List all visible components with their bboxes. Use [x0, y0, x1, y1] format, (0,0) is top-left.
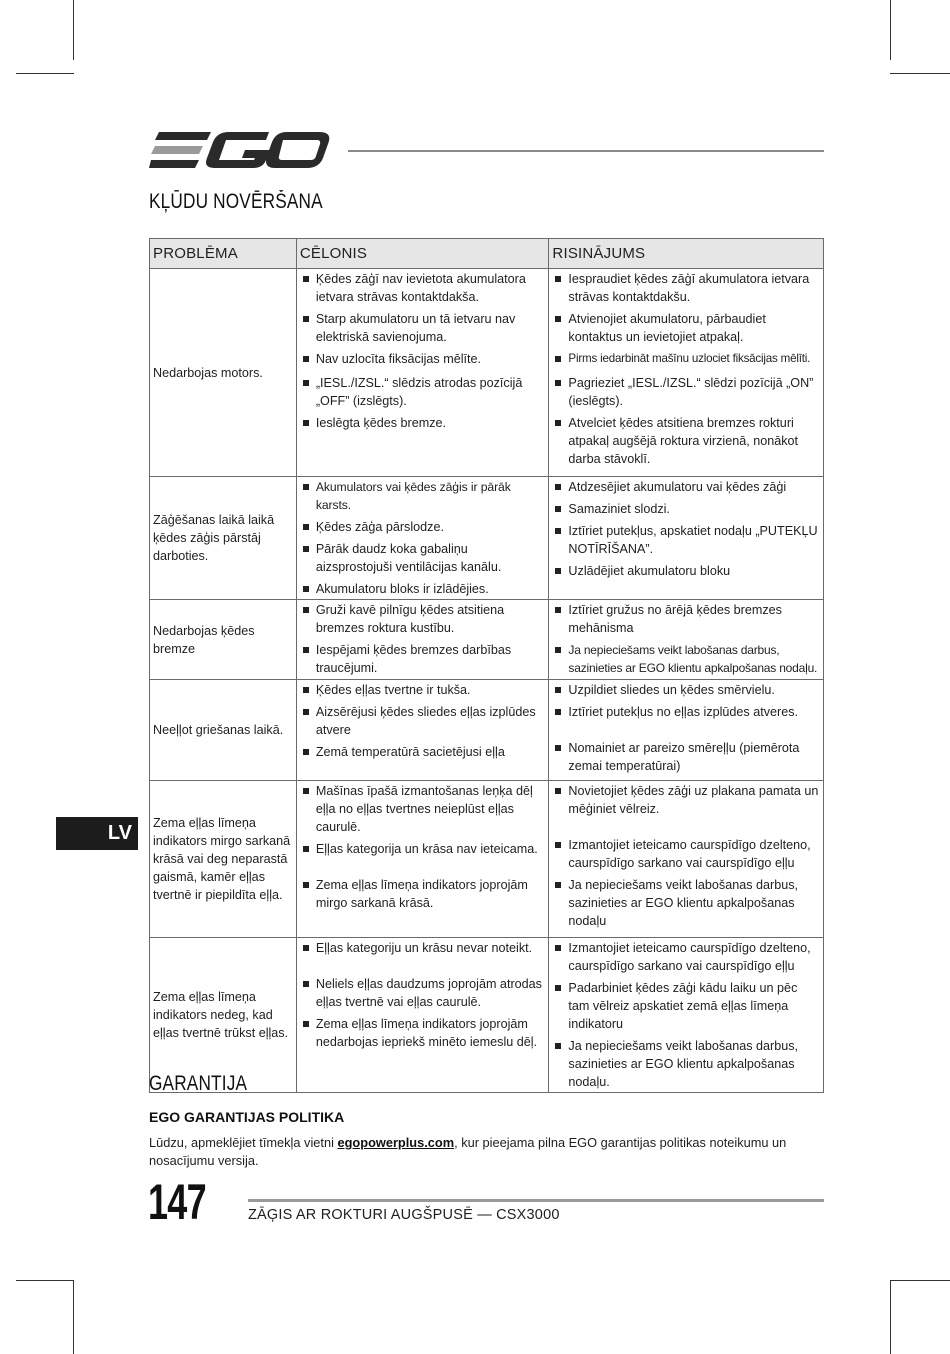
warranty-paragraph — [149, 1134, 829, 1170]
solution-item: Atvelciet ķēdes atsitiena bremzes rokturi atpakaļ augšējā roktura virzienā, nonākot darba stāvoklī. — [552, 414, 820, 468]
header-rule — [348, 150, 824, 152]
problem-cell: Neeļļot griešanas laikā. — [150, 680, 297, 781]
cause-item: Zemā temperatūrā sacietējusi eļļa — [300, 743, 546, 761]
cause-cell — [296, 477, 549, 600]
crop-mark — [890, 73, 950, 74]
crop-mark — [890, 1280, 891, 1354]
cause-item: Mašīnas īpašā izmantošanas leņķa dēļ eļļa no eļļas tvertnes neieplūst eļļas caurulē. — [300, 782, 546, 836]
crop-mark — [73, 0, 74, 60]
cause-item: Nav uzlocīta fiksācijas mēlīte. — [300, 350, 546, 368]
cause-item: Gruži kavē pilnīgu ķēdes atsitiena bremzes roktura kustību. — [300, 601, 546, 637]
warranty-subtitle: EGO GARANTIJAS POLITIKA — [149, 1109, 345, 1125]
problem-cell: Zāģēšanas laikā laikā ķēdes zāģis pārstāj darboties. — [150, 477, 297, 600]
solution-item: Atdzesējiet akumulatoru vai ķēdes zāģi — [552, 478, 820, 496]
column-header-solution: RISINĀJUMS — [549, 239, 824, 269]
table-row — [150, 600, 824, 680]
solution-cell — [549, 680, 824, 781]
cause-item: Zema eļļas līmeņa indikators joprojām mirgo sarkanā krāsā. — [300, 876, 546, 912]
solution-item: Iztīriet putekļus no eļļas izplūdes atveres. — [552, 703, 820, 721]
cause-item: Ieslēgta ķēdes bremze. — [300, 414, 546, 432]
solution-cell — [549, 781, 824, 938]
cause-cell — [296, 781, 549, 938]
table-row — [150, 269, 824, 477]
problem-cell: Zema eļļas līmeņa indikators mirgo sarkanā krāsā vai deg neparastā gaismā, kamēr eļļas tvertnē ir piepildīta eļļa. — [150, 781, 297, 938]
cause-item: Zema eļļas līmeņa indikators joprojām nedarbojas iepriekš minēto iemeslu dēļ. — [300, 1015, 546, 1051]
problem-cell: Nedarbojas ķēdes bremze — [150, 600, 297, 680]
solution-item: Iztīriet gružus no ārējā ķēdes bremzes mehānisma — [552, 601, 820, 637]
solution-cell — [549, 938, 824, 1093]
solution-cell — [549, 600, 824, 680]
footer-rule — [248, 1199, 824, 1202]
solution-item: Pagrieziet „IESL./IZSL.“ slēdzi pozīcijā „ON” (ieslēgts). — [552, 374, 820, 410]
solution-item: Atvienojiet akumulatoru, pārbaudiet kontaktus un ievietojiet atpakaļ. — [552, 310, 820, 346]
solution-cell — [549, 477, 824, 600]
cause-item: Akumulators vai ķēdes zāģis ir pārāk karsts. — [300, 478, 546, 514]
column-header-problem: PROBLĒMA — [150, 239, 297, 269]
troubleshooting-table — [149, 238, 824, 1093]
solution-item: Uzlādējiet akumulatoru bloku — [552, 562, 820, 580]
solution-item: Padarbiniet ķēdes zāģi kādu laiku un pēc tam vēlreiz apskatiet zemā eļļas līmeņa indikatoru — [552, 979, 820, 1033]
solution-item: Pirms iedarbināt mašīnu uzlociet fiksācijas mēlīti. — [552, 350, 820, 368]
cause-item: Eļļas kategorija un krāsa nav ieteicama. — [300, 840, 546, 858]
solution-item: Iztīriet putekļus, apskatiet nodaļu „PUTEKĻU NOTĪRĪŠANA”. — [552, 522, 820, 558]
solution-item: Ja nepieciešams veikt labošanas darbus, sazinieties ar EGO klientu apkalpošanas nodaļu — [552, 876, 820, 930]
crop-mark — [890, 0, 891, 60]
crop-mark — [890, 1280, 950, 1281]
language-tab: LV — [56, 817, 138, 850]
cause-item: Iespējami ķēdes bremzes darbības traucējumi. — [300, 641, 546, 677]
cause-item: Ķēdes eļļas tvertne ir tukša. — [300, 681, 546, 699]
solution-cell — [549, 269, 824, 477]
cause-item: Eļļas kategoriju un krāsu nevar noteikt. — [300, 939, 546, 957]
cause-item: Aizsērējusi ķēdes sliedes eļļas izplūdes atvere — [300, 703, 546, 739]
cause-cell — [296, 269, 549, 477]
page-number: 147 — [148, 1174, 206, 1230]
cause-cell — [296, 600, 549, 680]
table-row — [150, 477, 824, 600]
table-row — [150, 781, 824, 938]
ego-logo — [149, 130, 331, 170]
solution-item: Uzpildiet sliedes un ķēdes smērvielu. — [552, 681, 820, 699]
problem-cell: Zema eļļas līmeņa indikators nedeg, kad eļļas tvertnē trūkst eļļas. — [150, 938, 297, 1093]
warranty-text-after: , kur pieejama pilna EGO garantijas politikas noteikumu un nosacījumu versija. — [149, 1135, 787, 1168]
cause-item: „IESL./IZSL.“ slēdzis atrodas pozīcijā „OFF” (izslēgts). — [300, 374, 546, 410]
cause-item: Neliels eļļas daudzums joprojām atrodas eļļas tvertnē vai eļļas caurulē. — [300, 975, 546, 1011]
cause-item: Ķēdes zāģī nav ievietota akumulatora ietvara strāvas kontaktdakša. — [300, 270, 546, 306]
solution-item: Novietojiet ķēdes zāģi uz plakana pamata un mēģiniet vēlreiz. — [552, 782, 820, 818]
page-title: KĻŪDU NOVĒRŠANA — [149, 190, 323, 213]
cause-item: Starp akumulatoru un tā ietvaru nav elektriskā savienojuma. — [300, 310, 546, 346]
cause-cell — [296, 680, 549, 781]
solution-item: Nomainiet ar pareizo smēreļļu (piemērota zemai temperatūrai) — [552, 739, 820, 775]
solution-item: Iespraudiet ķēdes zāģī akumulatora ietvara strāvas kontaktdakšu. — [552, 270, 820, 306]
cause-item: Akumulatoru bloks ir izlādējies. — [300, 580, 546, 598]
solution-item: Ja nepieciešams veikt labošanas darbus, sazinieties ar EGO klientu apkalpošanas nodaļu. — [552, 1037, 820, 1091]
table-row — [150, 680, 824, 781]
warranty-title: GARANTIJA — [149, 1072, 248, 1095]
solution-item: Izmantojiet ieteicamo caurspīdīgo dzelteno, caurspīdīgo sarkano vai caurspīdīgo eļļu — [552, 836, 820, 872]
problem-cell: Nedarbojas motors. — [150, 269, 297, 477]
cause-item: Pārāk daudz koka gabaliņu aizsprostojuši ventilācijas kanālu. — [300, 540, 546, 576]
cause-cell — [296, 938, 549, 1093]
crop-mark — [16, 73, 74, 74]
table-header-row — [150, 239, 824, 269]
table-row — [150, 938, 824, 1093]
solution-item: Samaziniet slodzi. — [552, 500, 820, 518]
cause-item: Ķēdes zāģa pārslodze. — [300, 518, 546, 536]
warranty-text-before: Lūdzu, apmeklējiet tīmekļa vietni — [149, 1135, 338, 1150]
column-header-cause: CĒLONIS — [296, 239, 549, 269]
warranty-link[interactable]: egopowerplus.com — [337, 1135, 455, 1150]
crop-mark — [73, 1280, 74, 1354]
crop-mark — [16, 1280, 74, 1281]
footer-text: ZĀĢIS AR ROKTURI AUGŠPUSĒ — CSX3000 — [248, 1207, 560, 1223]
solution-item: Ja nepieciešams veikt labošanas darbus, sazinieties ar EGO klientu apkalpošanas nodaļu. — [552, 641, 820, 677]
solution-item: Izmantojiet ieteicamo caurspīdīgo dzelteno, caurspīdīgo sarkano vai caurspīdīgo eļļu — [552, 939, 820, 975]
